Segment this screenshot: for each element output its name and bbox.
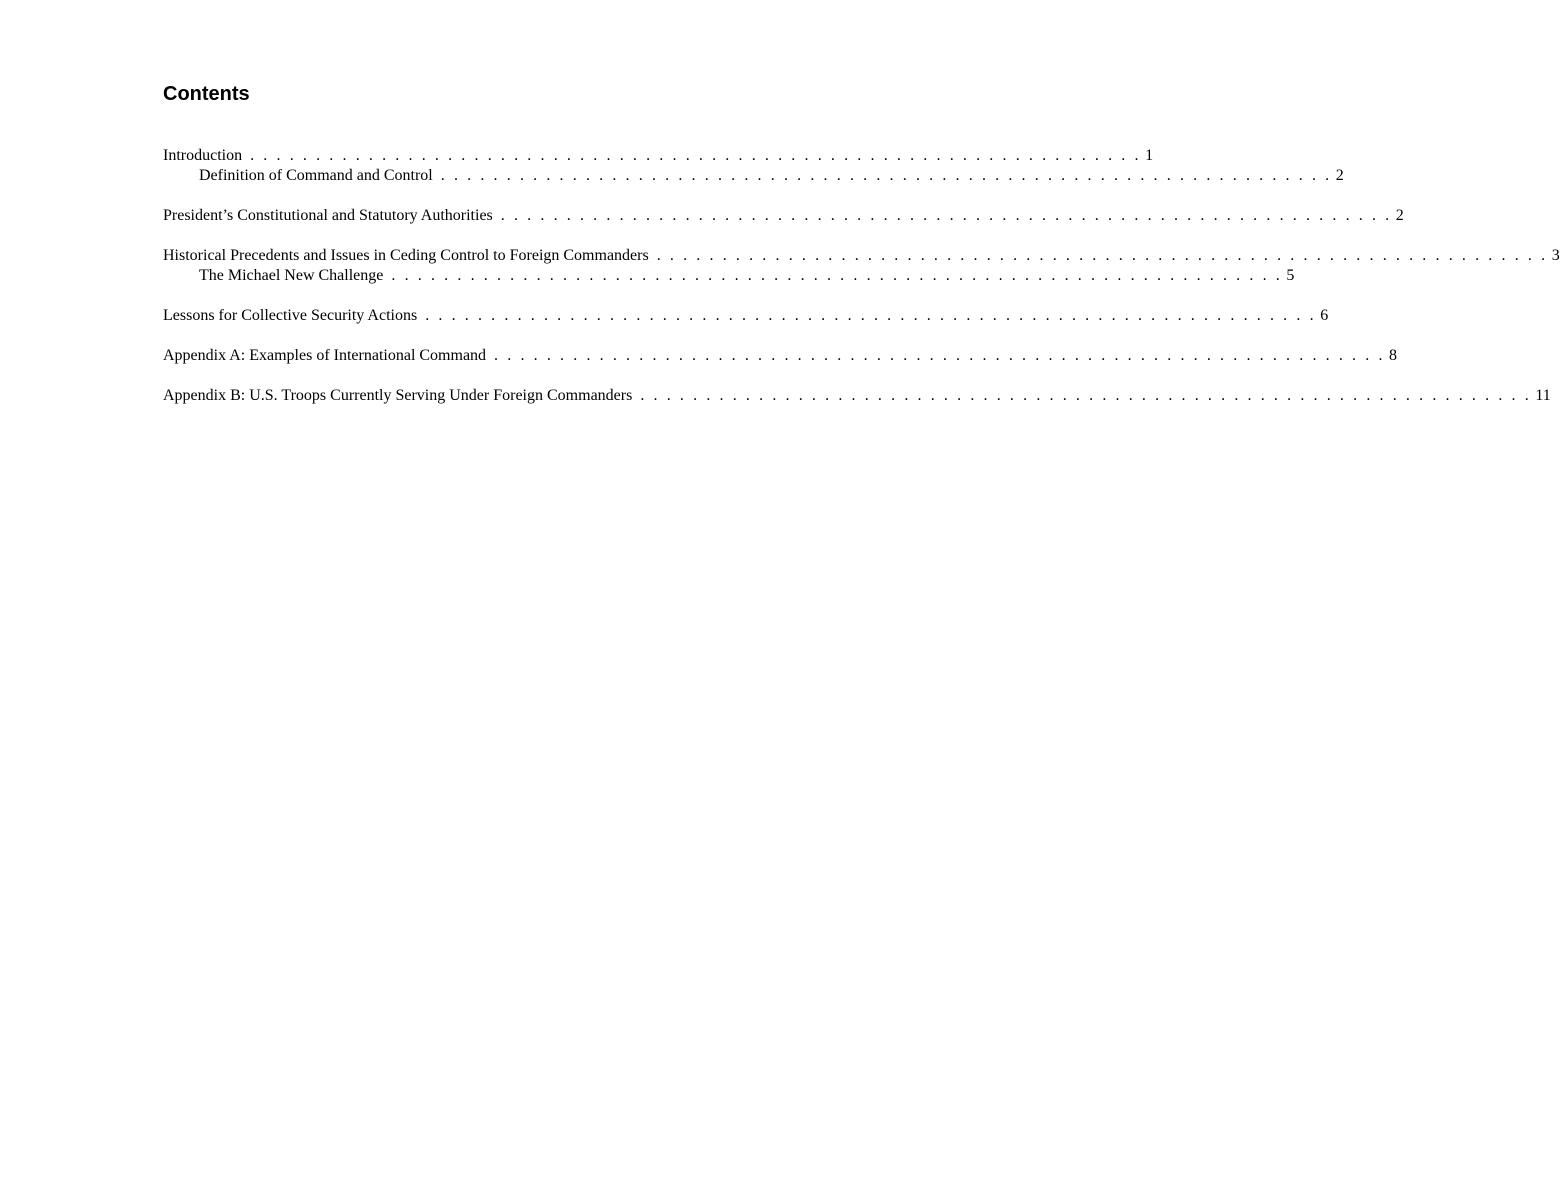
toc-entry-page: 6 xyxy=(1320,307,1329,324)
toc-entry-page: 2 xyxy=(1395,207,1404,224)
toc-entry-page: 2 xyxy=(1335,167,1344,184)
dot-leader: . . . . . . . . . . . . . . . . . . . . . . . . . . . . . . . . . . . . . . . . . . . . . . . . . . . . . . . . . . . . . . . . . . . . xyxy=(640,387,1532,404)
contents-heading: Contents xyxy=(163,83,250,105)
toc-entry-label: Appendix A: Examples of International Command xyxy=(163,347,487,364)
toc-entry-label: President’s Constitutional and Statutory Authorities xyxy=(163,207,493,224)
dot-leader: . . . . . . . . . . . . . . . . . . . . . . . . . . . . . . . . . . . . . . . . . . . . . . . . . . . . . . . . . . . . . . . . . . . . xyxy=(656,247,1548,264)
dot-leader: . . . . . . . . . . . . . . . . . . . . . . . . . . . . . . . . . . . . . . . . . . . . . . . . . . . . . . . . . . . . . . . . . . . . xyxy=(494,347,1386,364)
toc-entry-label: Definition of Command and Control xyxy=(199,167,433,184)
toc-entry-definition-of-command[interactable] xyxy=(163,166,1344,186)
toc-entry-page: 11 xyxy=(1535,387,1551,404)
toc-entry-page: 3 xyxy=(1551,247,1560,264)
dot-leader: . . . . . . . . . . . . . . . . . . . . . . . . . . . . . . . . . . . . . . . . . . . . . . . . . . . . . . . . . . . . . . . . . . . . xyxy=(425,307,1317,324)
toc-entry-appendix-b[interactable] xyxy=(163,386,1551,406)
toc-entry-label: Appendix B: U.S. Troops Currently Serving Under Foreign Commanders xyxy=(163,387,633,404)
toc-entry-introduction[interactable] xyxy=(163,146,1154,166)
dot-leader: . . . . . . . . . . . . . . . . . . . . . . . . . . . . . . . . . . . . . . . . . . . . . . . . . . . . . . . . . . . . . . . . . . . . xyxy=(391,267,1283,284)
toc-entry-label: Historical Precedents and Issues in Ceding Control to Foreign Commanders xyxy=(163,247,649,264)
toc-entry-page: 5 xyxy=(1286,267,1295,284)
toc-entry-label: The Michael New Challenge xyxy=(199,267,384,284)
toc-entry-page: 8 xyxy=(1389,347,1398,364)
dot-leader: . . . . . . . . . . . . . . . . . . . . . . . . . . . . . . . . . . . . . . . . . . . . . . . . . . . . . . . . . . . . . . . . . . . . xyxy=(440,167,1332,184)
dot-leader: . . . . . . . . . . . . . . . . . . . . . . . . . . . . . . . . . . . . . . . . . . . . . . . . . . . . . . . . . . . . . . . . . . . . xyxy=(250,147,1142,164)
toc-entry-michael-new-challenge[interactable] xyxy=(163,266,1295,286)
dot-leader: . . . . . . . . . . . . . . . . . . . . . . . . . . . . . . . . . . . . . . . . . . . . . . . . . . . . . . . . . . . . . . . . . . . . xyxy=(500,207,1392,224)
toc-entry-presidents-authorities[interactable] xyxy=(163,206,1404,226)
toc-entry-appendix-a[interactable] xyxy=(163,346,1398,366)
table-of-contents xyxy=(163,146,1560,406)
toc-entry-label: Introduction xyxy=(163,147,243,164)
toc-entry-lessons-collective-security[interactable] xyxy=(163,306,1329,326)
toc-entry-label: Lessons for Collective Security Actions xyxy=(163,307,418,324)
toc-entry-page: 1 xyxy=(1145,147,1154,164)
toc-entry-historical-precedents[interactable] xyxy=(163,246,1560,266)
